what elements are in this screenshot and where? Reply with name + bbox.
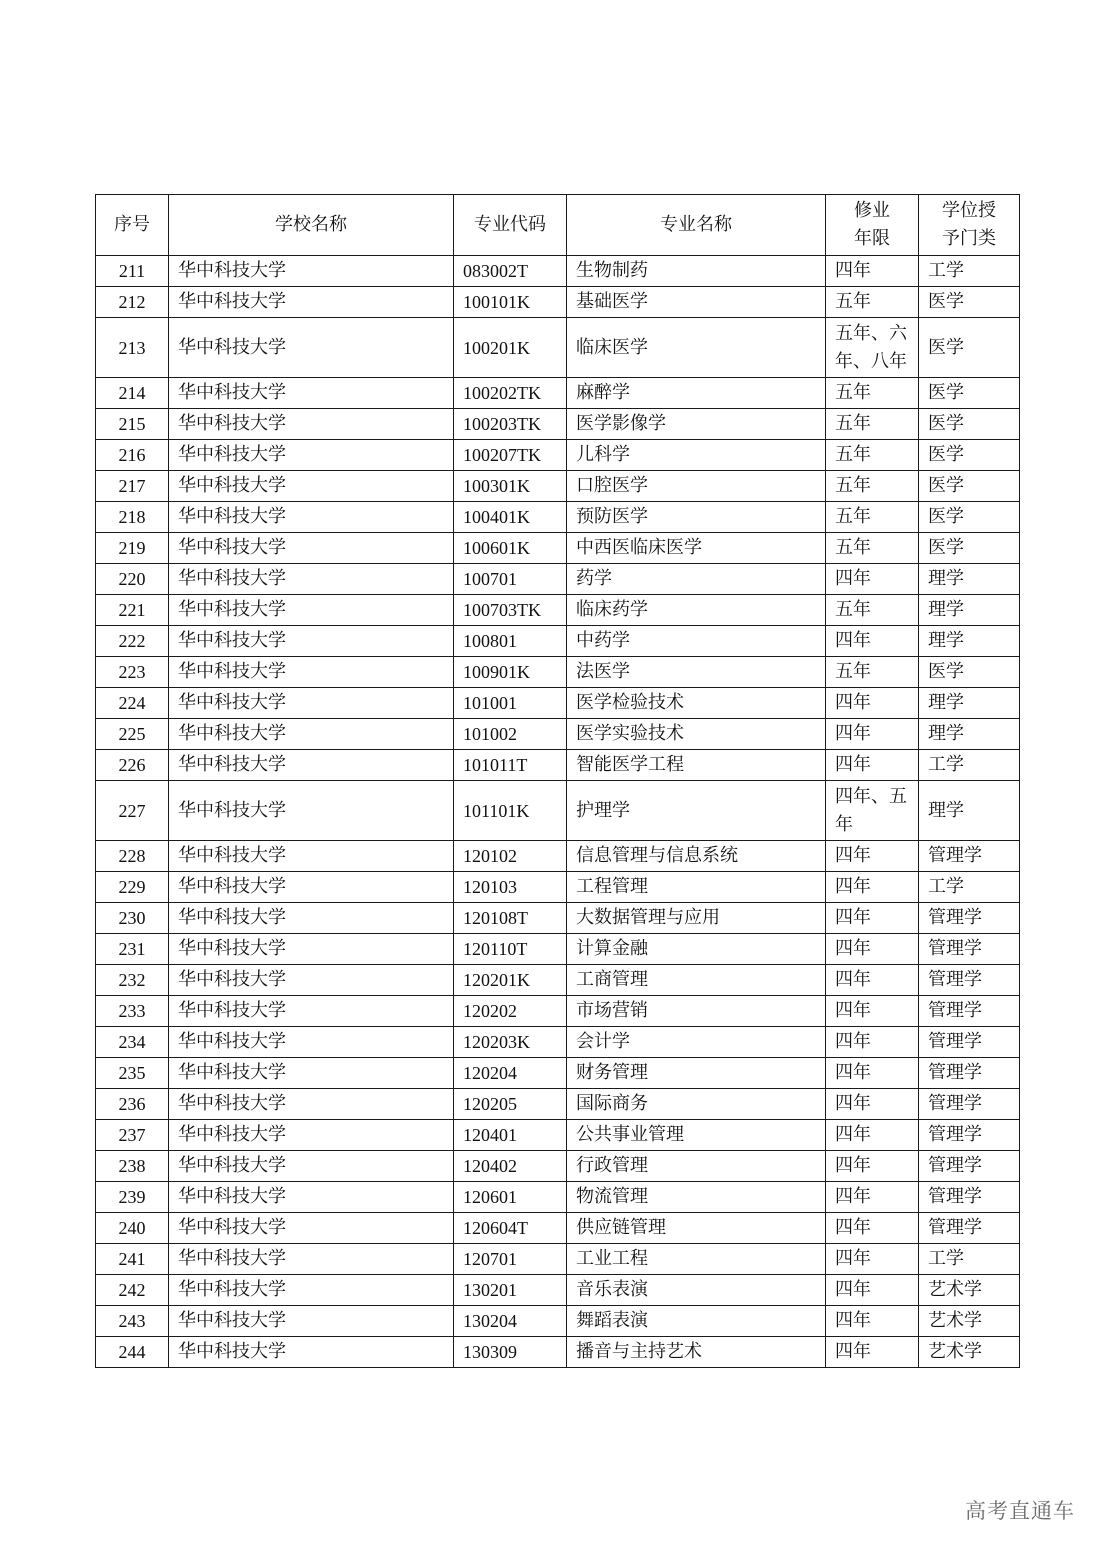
cell-seq: 211 xyxy=(96,256,169,287)
cell-code: 120604T xyxy=(454,1213,567,1244)
cell-code: 100201K xyxy=(454,318,567,378)
cell-code: 120402 xyxy=(454,1151,567,1182)
cell-years: 四年 xyxy=(826,1306,919,1337)
cell-degree: 管理学 xyxy=(919,965,1020,996)
cell-school: 华中科技大学 xyxy=(169,903,454,934)
cell-seq: 223 xyxy=(96,657,169,688)
cell-school: 华中科技大学 xyxy=(169,1337,454,1368)
table-row xyxy=(96,1089,1020,1120)
table-row xyxy=(96,1337,1020,1368)
cell-school: 华中科技大学 xyxy=(169,750,454,781)
cell-seq: 230 xyxy=(96,903,169,934)
cell-school: 华中科技大学 xyxy=(169,564,454,595)
cell-degree: 管理学 xyxy=(919,841,1020,872)
header-seq: 序号 xyxy=(96,195,169,256)
cell-code: 120401 xyxy=(454,1120,567,1151)
cell-years: 五年 xyxy=(826,533,919,564)
cell-degree: 医学 xyxy=(919,657,1020,688)
cell-code: 120103 xyxy=(454,872,567,903)
cell-code: 100401K xyxy=(454,502,567,533)
cell-code: 100801 xyxy=(454,626,567,657)
cell-degree: 理学 xyxy=(919,595,1020,626)
cell-degree: 管理学 xyxy=(919,1089,1020,1120)
table-row xyxy=(96,440,1020,471)
cell-school: 华中科技大学 xyxy=(169,1089,454,1120)
cell-school: 华中科技大学 xyxy=(169,996,454,1027)
cell-major: 音乐表演 xyxy=(567,1275,826,1306)
cell-degree: 医学 xyxy=(919,502,1020,533)
table-row xyxy=(96,750,1020,781)
cell-major: 护理学 xyxy=(567,781,826,841)
cell-seq: 226 xyxy=(96,750,169,781)
cell-degree: 医学 xyxy=(919,533,1020,564)
cell-code: 100601K xyxy=(454,533,567,564)
cell-major: 国际商务 xyxy=(567,1089,826,1120)
cell-seq: 239 xyxy=(96,1182,169,1213)
cell-major: 法医学 xyxy=(567,657,826,688)
cell-code: 130201 xyxy=(454,1275,567,1306)
cell-years: 四年 xyxy=(826,1275,919,1306)
cell-years: 四年 xyxy=(826,872,919,903)
cell-years: 四年 xyxy=(826,750,919,781)
cell-major: 医学检验技术 xyxy=(567,688,826,719)
cell-code: 130309 xyxy=(454,1337,567,1368)
cell-years: 五年 xyxy=(826,595,919,626)
cell-seq: 215 xyxy=(96,409,169,440)
cell-code: 100901K xyxy=(454,657,567,688)
cell-major: 公共事业管理 xyxy=(567,1120,826,1151)
cell-school: 华中科技大学 xyxy=(169,1275,454,1306)
header-degree: 学位授予门类 xyxy=(919,195,1020,256)
table-row xyxy=(96,688,1020,719)
cell-years: 四年 xyxy=(826,688,919,719)
header-years: 修业年限 xyxy=(826,195,919,256)
cell-seq: 228 xyxy=(96,841,169,872)
cell-seq: 231 xyxy=(96,934,169,965)
cell-years: 四年 xyxy=(826,1213,919,1244)
cell-degree: 理学 xyxy=(919,688,1020,719)
cell-major: 财务管理 xyxy=(567,1058,826,1089)
cell-school: 华中科技大学 xyxy=(169,1306,454,1337)
cell-code: 101001 xyxy=(454,688,567,719)
cell-school: 华中科技大学 xyxy=(169,719,454,750)
cell-school: 华中科技大学 xyxy=(169,595,454,626)
cell-seq: 238 xyxy=(96,1151,169,1182)
cell-seq: 220 xyxy=(96,564,169,595)
cell-seq: 232 xyxy=(96,965,169,996)
cell-code: 120202 xyxy=(454,996,567,1027)
cell-degree: 管理学 xyxy=(919,1151,1020,1182)
cell-school: 华中科技大学 xyxy=(169,318,454,378)
cell-years: 五年 xyxy=(826,471,919,502)
cell-years: 五年、六年、八年 xyxy=(826,318,919,378)
cell-school: 华中科技大学 xyxy=(169,626,454,657)
cell-years: 四年 xyxy=(826,1151,919,1182)
cell-degree: 艺术学 xyxy=(919,1306,1020,1337)
cell-major: 信息管理与信息系统 xyxy=(567,841,826,872)
cell-years: 四年 xyxy=(826,1182,919,1213)
cell-years: 五年 xyxy=(826,502,919,533)
cell-code: 101101K xyxy=(454,781,567,841)
cell-years: 四年 xyxy=(826,1089,919,1120)
cell-major: 计算金融 xyxy=(567,934,826,965)
cell-degree: 管理学 xyxy=(919,903,1020,934)
cell-school: 华中科技大学 xyxy=(169,502,454,533)
cell-code: 101011T xyxy=(454,750,567,781)
cell-degree: 工学 xyxy=(919,256,1020,287)
cell-code: 120204 xyxy=(454,1058,567,1089)
cell-years: 四年 xyxy=(826,626,919,657)
cell-seq: 244 xyxy=(96,1337,169,1368)
cell-major: 大数据管理与应用 xyxy=(567,903,826,934)
table-row xyxy=(96,1275,1020,1306)
cell-school: 华中科技大学 xyxy=(169,965,454,996)
cell-school: 华中科技大学 xyxy=(169,1182,454,1213)
cell-degree: 管理学 xyxy=(919,934,1020,965)
cell-seq: 237 xyxy=(96,1120,169,1151)
cell-years: 四年 xyxy=(826,841,919,872)
cell-seq: 235 xyxy=(96,1058,169,1089)
cell-code: 100203TK xyxy=(454,409,567,440)
cell-code: 120201K xyxy=(454,965,567,996)
table-row xyxy=(96,965,1020,996)
cell-seq: 219 xyxy=(96,533,169,564)
majors-table xyxy=(95,194,1020,1368)
watermark-text: 高考直通车 xyxy=(965,1499,1075,1523)
cell-degree: 管理学 xyxy=(919,1182,1020,1213)
cell-degree: 工学 xyxy=(919,872,1020,903)
cell-seq: 240 xyxy=(96,1213,169,1244)
cell-degree: 医学 xyxy=(919,318,1020,378)
cell-degree: 管理学 xyxy=(919,1027,1020,1058)
cell-years: 五年 xyxy=(826,287,919,318)
cell-years: 四年 xyxy=(826,256,919,287)
cell-years: 四年 xyxy=(826,1337,919,1368)
table-row xyxy=(96,996,1020,1027)
cell-school: 华中科技大学 xyxy=(169,872,454,903)
table-row xyxy=(96,502,1020,533)
cell-seq: 241 xyxy=(96,1244,169,1275)
cell-code: 100703TK xyxy=(454,595,567,626)
cell-degree: 管理学 xyxy=(919,1058,1020,1089)
header-school: 学校名称 xyxy=(169,195,454,256)
cell-degree: 艺术学 xyxy=(919,1275,1020,1306)
cell-code: 120205 xyxy=(454,1089,567,1120)
cell-code: 120102 xyxy=(454,841,567,872)
cell-seq: 216 xyxy=(96,440,169,471)
cell-school: 华中科技大学 xyxy=(169,781,454,841)
cell-seq: 234 xyxy=(96,1027,169,1058)
cell-major: 中西医临床医学 xyxy=(567,533,826,564)
cell-seq: 243 xyxy=(96,1306,169,1337)
cell-code: 120601 xyxy=(454,1182,567,1213)
table-row xyxy=(96,533,1020,564)
cell-code: 100207TK xyxy=(454,440,567,471)
cell-major: 麻醉学 xyxy=(567,378,826,409)
cell-major: 口腔医学 xyxy=(567,471,826,502)
cell-school: 华中科技大学 xyxy=(169,1151,454,1182)
table-row xyxy=(96,564,1020,595)
table-row xyxy=(96,934,1020,965)
table-row xyxy=(96,781,1020,841)
cell-code: 120108T xyxy=(454,903,567,934)
table-row xyxy=(96,657,1020,688)
table-row xyxy=(96,1213,1020,1244)
cell-years: 四年 xyxy=(826,1120,919,1151)
cell-seq: 212 xyxy=(96,287,169,318)
table-row xyxy=(96,841,1020,872)
cell-major: 会计学 xyxy=(567,1027,826,1058)
cell-degree: 理学 xyxy=(919,626,1020,657)
cell-years: 五年 xyxy=(826,657,919,688)
cell-major: 工商管理 xyxy=(567,965,826,996)
cell-years: 五年 xyxy=(826,440,919,471)
table-row xyxy=(96,719,1020,750)
cell-degree: 工学 xyxy=(919,1244,1020,1275)
cell-school: 华中科技大学 xyxy=(169,934,454,965)
cell-seq: 233 xyxy=(96,996,169,1027)
cell-major: 药学 xyxy=(567,564,826,595)
cell-major: 物流管理 xyxy=(567,1182,826,1213)
cell-degree: 管理学 xyxy=(919,1120,1020,1151)
cell-major: 生物制药 xyxy=(567,256,826,287)
cell-code: 120110T xyxy=(454,934,567,965)
cell-code: 120701 xyxy=(454,1244,567,1275)
cell-major: 中药学 xyxy=(567,626,826,657)
cell-major: 临床药学 xyxy=(567,595,826,626)
table-row xyxy=(96,1151,1020,1182)
cell-years: 四年 xyxy=(826,965,919,996)
table-row xyxy=(96,1058,1020,1089)
cell-degree: 管理学 xyxy=(919,1213,1020,1244)
cell-degree: 医学 xyxy=(919,409,1020,440)
table-row xyxy=(96,287,1020,318)
table-row xyxy=(96,318,1020,378)
table-row xyxy=(96,1244,1020,1275)
cell-major: 工业工程 xyxy=(567,1244,826,1275)
cell-degree: 医学 xyxy=(919,471,1020,502)
cell-code: 100202TK xyxy=(454,378,567,409)
cell-seq: 218 xyxy=(96,502,169,533)
cell-degree: 理学 xyxy=(919,719,1020,750)
cell-school: 华中科技大学 xyxy=(169,657,454,688)
cell-school: 华中科技大学 xyxy=(169,471,454,502)
cell-seq: 224 xyxy=(96,688,169,719)
cell-seq: 221 xyxy=(96,595,169,626)
cell-seq: 236 xyxy=(96,1089,169,1120)
table-row xyxy=(96,471,1020,502)
cell-years: 四年 xyxy=(826,934,919,965)
cell-seq: 227 xyxy=(96,781,169,841)
table-row xyxy=(96,1027,1020,1058)
table-row xyxy=(96,903,1020,934)
cell-years: 四年 xyxy=(826,1027,919,1058)
cell-seq: 214 xyxy=(96,378,169,409)
cell-major: 工程管理 xyxy=(567,872,826,903)
header-major: 专业名称 xyxy=(567,195,826,256)
cell-seq: 229 xyxy=(96,872,169,903)
cell-major: 儿科学 xyxy=(567,440,826,471)
table-row xyxy=(96,409,1020,440)
cell-code: 130204 xyxy=(454,1306,567,1337)
cell-degree: 艺术学 xyxy=(919,1337,1020,1368)
cell-school: 华中科技大学 xyxy=(169,1120,454,1151)
table-row xyxy=(96,1306,1020,1337)
cell-major: 医学影像学 xyxy=(567,409,826,440)
cell-degree: 理学 xyxy=(919,564,1020,595)
cell-school: 华中科技大学 xyxy=(169,378,454,409)
cell-major: 播音与主持艺术 xyxy=(567,1337,826,1368)
table-row xyxy=(96,1120,1020,1151)
table-row xyxy=(96,256,1020,287)
cell-seq: 213 xyxy=(96,318,169,378)
cell-seq: 225 xyxy=(96,719,169,750)
cell-degree: 医学 xyxy=(919,440,1020,471)
table-row xyxy=(96,378,1020,409)
cell-school: 华中科技大学 xyxy=(169,1027,454,1058)
cell-degree: 理学 xyxy=(919,781,1020,841)
table-row xyxy=(96,626,1020,657)
cell-degree: 管理学 xyxy=(919,996,1020,1027)
cell-school: 华中科技大学 xyxy=(169,841,454,872)
cell-major: 行政管理 xyxy=(567,1151,826,1182)
table-header-row xyxy=(96,195,1020,256)
cell-code: 083002T xyxy=(454,256,567,287)
cell-school: 华中科技大学 xyxy=(169,256,454,287)
cell-years: 四年 xyxy=(826,996,919,1027)
table-row xyxy=(96,1182,1020,1213)
cell-years: 四年 xyxy=(826,564,919,595)
cell-major: 供应链管理 xyxy=(567,1213,826,1244)
cell-major: 舞蹈表演 xyxy=(567,1306,826,1337)
cell-school: 华中科技大学 xyxy=(169,533,454,564)
table-row xyxy=(96,595,1020,626)
cell-major: 医学实验技术 xyxy=(567,719,826,750)
cell-years: 四年 xyxy=(826,719,919,750)
cell-code: 100301K xyxy=(454,471,567,502)
cell-seq: 242 xyxy=(96,1275,169,1306)
cell-major: 市场营销 xyxy=(567,996,826,1027)
cell-major: 基础医学 xyxy=(567,287,826,318)
cell-degree: 工学 xyxy=(919,750,1020,781)
cell-school: 华中科技大学 xyxy=(169,1058,454,1089)
cell-degree: 医学 xyxy=(919,287,1020,318)
cell-major: 临床医学 xyxy=(567,318,826,378)
cell-major: 预防医学 xyxy=(567,502,826,533)
cell-years: 四年、五年 xyxy=(826,781,919,841)
cell-years: 四年 xyxy=(826,903,919,934)
cell-degree: 医学 xyxy=(919,378,1020,409)
cell-school: 华中科技大学 xyxy=(169,409,454,440)
table-row xyxy=(96,872,1020,903)
cell-years: 四年 xyxy=(826,1244,919,1275)
cell-seq: 217 xyxy=(96,471,169,502)
cell-school: 华中科技大学 xyxy=(169,1244,454,1275)
cell-code: 100101K xyxy=(454,287,567,318)
cell-years: 五年 xyxy=(826,378,919,409)
cell-code: 100701 xyxy=(454,564,567,595)
cell-code: 101002 xyxy=(454,719,567,750)
cell-code: 120203K xyxy=(454,1027,567,1058)
cell-major: 智能医学工程 xyxy=(567,750,826,781)
cell-years: 四年 xyxy=(826,1058,919,1089)
cell-years: 五年 xyxy=(826,409,919,440)
cell-school: 华中科技大学 xyxy=(169,440,454,471)
cell-seq: 222 xyxy=(96,626,169,657)
cell-school: 华中科技大学 xyxy=(169,1213,454,1244)
header-code: 专业代码 xyxy=(454,195,567,256)
cell-school: 华中科技大学 xyxy=(169,287,454,318)
cell-school: 华中科技大学 xyxy=(169,688,454,719)
